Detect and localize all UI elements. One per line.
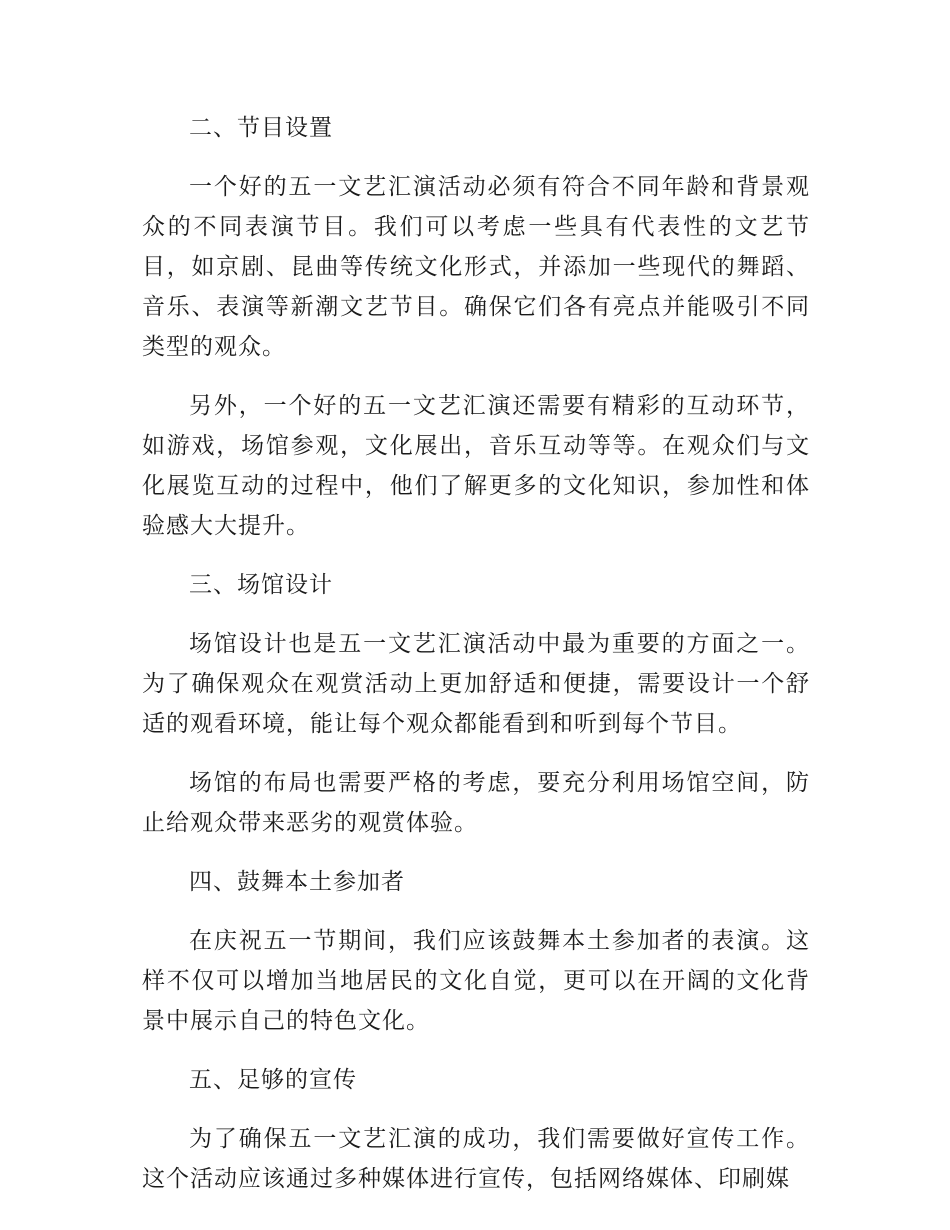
paragraph-local-performances: 在庆祝五一节期间，我们应该鼓舞本土参加者的表演。这样不仅可以增加当地居民的文化自觉，更可以在开阔的文化背景中展示自己的特色文化。 bbox=[142, 928, 810, 1034]
document-body bbox=[142, 108, 810, 1218]
section-heading-venue-design: 三、场馆设计 bbox=[189, 572, 333, 598]
paragraph-interactive-sessions: 另外，一个好的五一文艺汇演还需要有精彩的互动环节，如游戏，场馆参观，文化展出，音乐互动等等。在观众们与文化展览互动的过程中，他们了解更多的文化知识，参加性和体验感大大提升。 bbox=[142, 393, 810, 539]
paragraph-program-variety: 一个好的五一文艺汇演活动必须有符合不同年龄和背景观众的不同表演节目。我们可以考虑一些具有代表性的文艺节目，如京剧、昆曲等传统文化形式，并添加一些现代的舞蹈、音乐、表演等新潮文艺节目。确保它们各有亮点并能吸引不同类型的观众。 bbox=[142, 174, 810, 360]
section-heading-local-participants: 四、鼓舞本土参加者 bbox=[189, 869, 405, 895]
section-heading-promotion: 五、足够的宣传 bbox=[189, 1067, 357, 1093]
paragraph-venue-layout: 场馆的布局也需要严格的考虑，要充分利用场馆空间，防止给观众带来恶劣的观赏体验。 bbox=[142, 770, 810, 836]
section-heading-program-setup: 二、节目设置 bbox=[189, 115, 333, 141]
paragraph-venue-comfort: 场馆设计也是五一文艺汇演活动中最为重要的方面之一。为了确保观众在观赏活动上更加舒适和便捷，需要设计一个舒适的观看环境，能让每个观众都能看到和听到每个节目。 bbox=[142, 631, 810, 737]
paragraph-promotion-media: 为了确保五一文艺汇演的成功，我们需要做好宣传工作。这个活动应该通过多种媒体进行宣传，包括网络媒体、印刷媒 bbox=[142, 1126, 810, 1192]
